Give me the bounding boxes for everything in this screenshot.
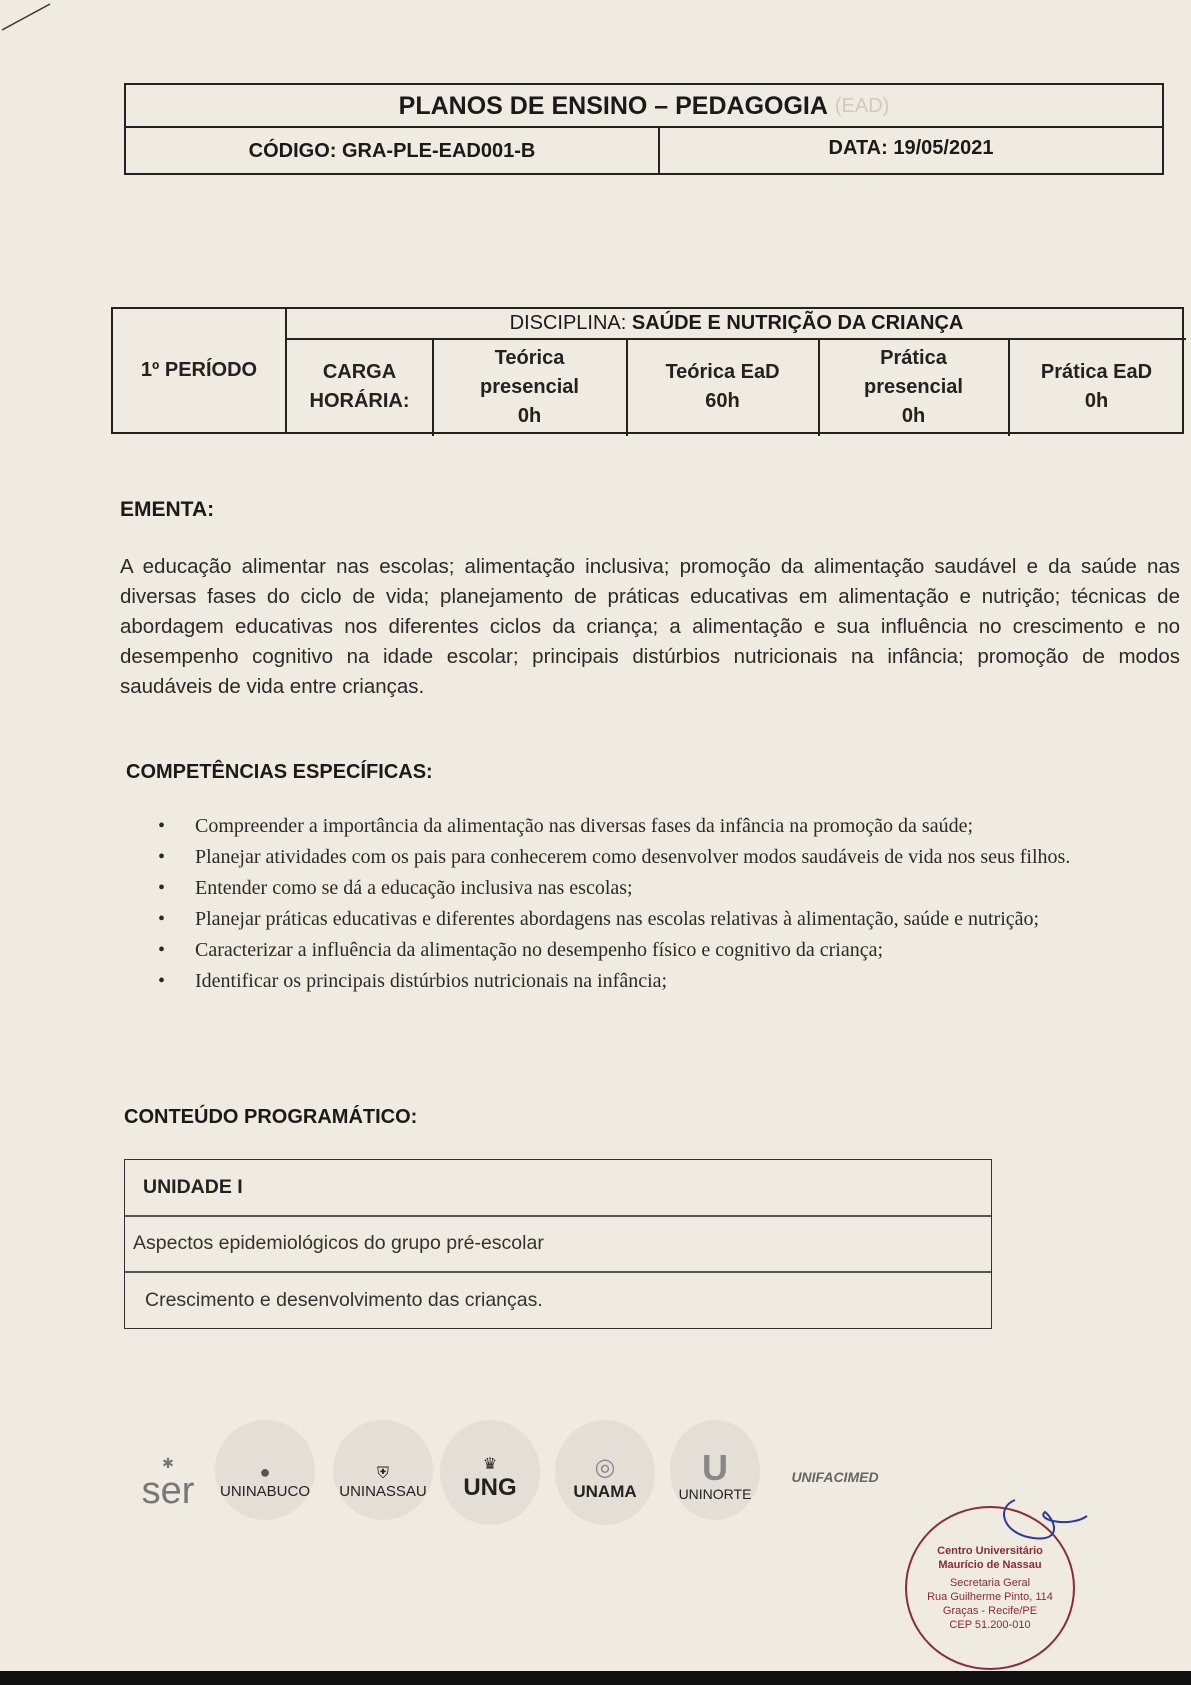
scan-edge [0,1671,1191,1685]
list-item: • Compreender a importância da alimentação nas diversas fases da infância na promoção da saúde; [150,812,1150,840]
scan-mark [0,0,60,40]
ementa-text: A educação alimentar nas escolas; alimentação inclusiva; promoção da alimentação saudável e da saúde nas diversas fases do ciclo de vida; planejamento de práticas educativas em alimentação e nutrição; técnicas de abordagem educativas nos diferentes ciclos da criança; a alimentação e sua influência no crescimento e no desempenho cognitivo na idade escolar; principais distúrbios nutricionais na infância; promoção de modos saudáveis de vida entre crianças. [120,555,1180,698]
period-label: 1º PERÍODO [140,359,258,381]
unit-heading: UNIDADE I [143,1176,243,1198]
logo-uninorte [670,1420,760,1502]
stamp-line: Graças - Recife/PE [942,1605,1038,1617]
col-label: Teórica EaD [665,361,780,383]
list-item: • Caracterizar a influência da alimentação no desempenho físico e cognitivo da criança; [150,936,1150,964]
logo-text: UNG [463,1474,517,1501]
logo-unama [555,1420,655,1502]
document-title [126,85,1162,127]
content-row: Aspectos epidemiológicos do grupo pré-escolar [133,1232,544,1254]
document-code: CÓDIGO: GRA-PLE-EAD001-B [248,139,536,162]
conteudo-table [124,1159,992,1329]
stamp-ring-text: Centro Universitário Maurício de Nassau [937,1545,1043,1571]
col-label: Prática [880,346,947,369]
star-person-icon: ✱ [162,1455,174,1471]
discipline-table [111,307,1184,434]
logo-text: ser [141,1470,195,1512]
title-faint-text: (EAD) [834,94,890,117]
document-date: DATA: 19/05/2021 [828,136,994,159]
col-label: presencial [864,375,963,398]
logo-unifacimed [780,1455,890,1485]
stamp-line: CEP 51.200-010 [949,1619,1031,1631]
col-hours: 0h [901,404,926,427]
signature-icon [975,1494,1095,1554]
col-label: Teórica [494,346,565,369]
workload-label [287,340,432,434]
workload-practice-ead [1009,340,1184,434]
col-hours: 0h [517,404,542,427]
logo-uninassau [328,1420,438,1500]
list-item: • Identificar os principais distúrbios nutricionais na infância; [150,967,1150,995]
workload-theory-ead [627,340,818,434]
list-item: • Planejar práticas educativas e diferentes abordagens nas escolas relativas à alimentação, saúde e nutrição; [150,905,1150,933]
competencias-heading: COMPETÊNCIAS ESPECÍFICAS: [126,761,433,783]
col-label: presencial [480,375,579,398]
logo-text: UNIFACIMED [791,1469,879,1485]
competencias-list [150,812,1150,998]
logo-text: UNINASSAU [339,1483,427,1500]
list-item: • Planejar atividades com os pais para conhecerem como desenvolver modos saudáveis de vida nos seus filhos. [150,843,1150,871]
logo-text: UNAMA [573,1482,637,1501]
workload-theory-presential [433,340,626,434]
swirl-icon: ◎ [594,1454,616,1481]
title-text: PLANOS DE ENSINO – PEDAGOGIA [398,91,828,120]
globe-icon: ● [259,1462,271,1482]
crown-icon: ♛ [482,1456,498,1473]
list-item: • Entender como se dá a educação inclusiva nas escolas; [150,874,1150,902]
content-row: Crescimento e desenvolvimento das crianças. [145,1288,543,1311]
col-label: Prática EaD [1040,361,1153,383]
logo-text: UNINORTE [678,1486,752,1502]
logo-ung [440,1420,540,1502]
workload-label-line: CARGA [322,361,397,383]
workload-practice-presential [819,340,1008,434]
conteudo-heading: CONTEÚDO PROGRAMÁTICO: [124,1106,418,1128]
discipline-value: SAÚDE E NUTRIÇÃO DA CRIANÇA [631,312,964,334]
logo-ser [138,1425,198,1510]
shield-icon: ⛨ [376,1465,389,1482]
discipline-name [287,309,1186,338]
u-icon: U [702,1447,728,1488]
col-hours: 0h [1084,390,1109,412]
institution-stamp [905,1506,1075,1670]
ementa-heading: EMENTA: [120,498,215,521]
col-hours: 60h [705,390,740,412]
discipline-label: DISCIPLINA: [509,312,627,334]
logo-uninabuco [210,1420,320,1500]
header-box [124,83,1164,175]
logo-text: UNINABUCO [219,1483,310,1500]
stamp-line: Secretaria Geral [949,1577,1031,1589]
stamp-line: Rua Guilherme Pinto, 114 [927,1591,1053,1603]
workload-label-line: HORÁRIA: [309,390,410,412]
